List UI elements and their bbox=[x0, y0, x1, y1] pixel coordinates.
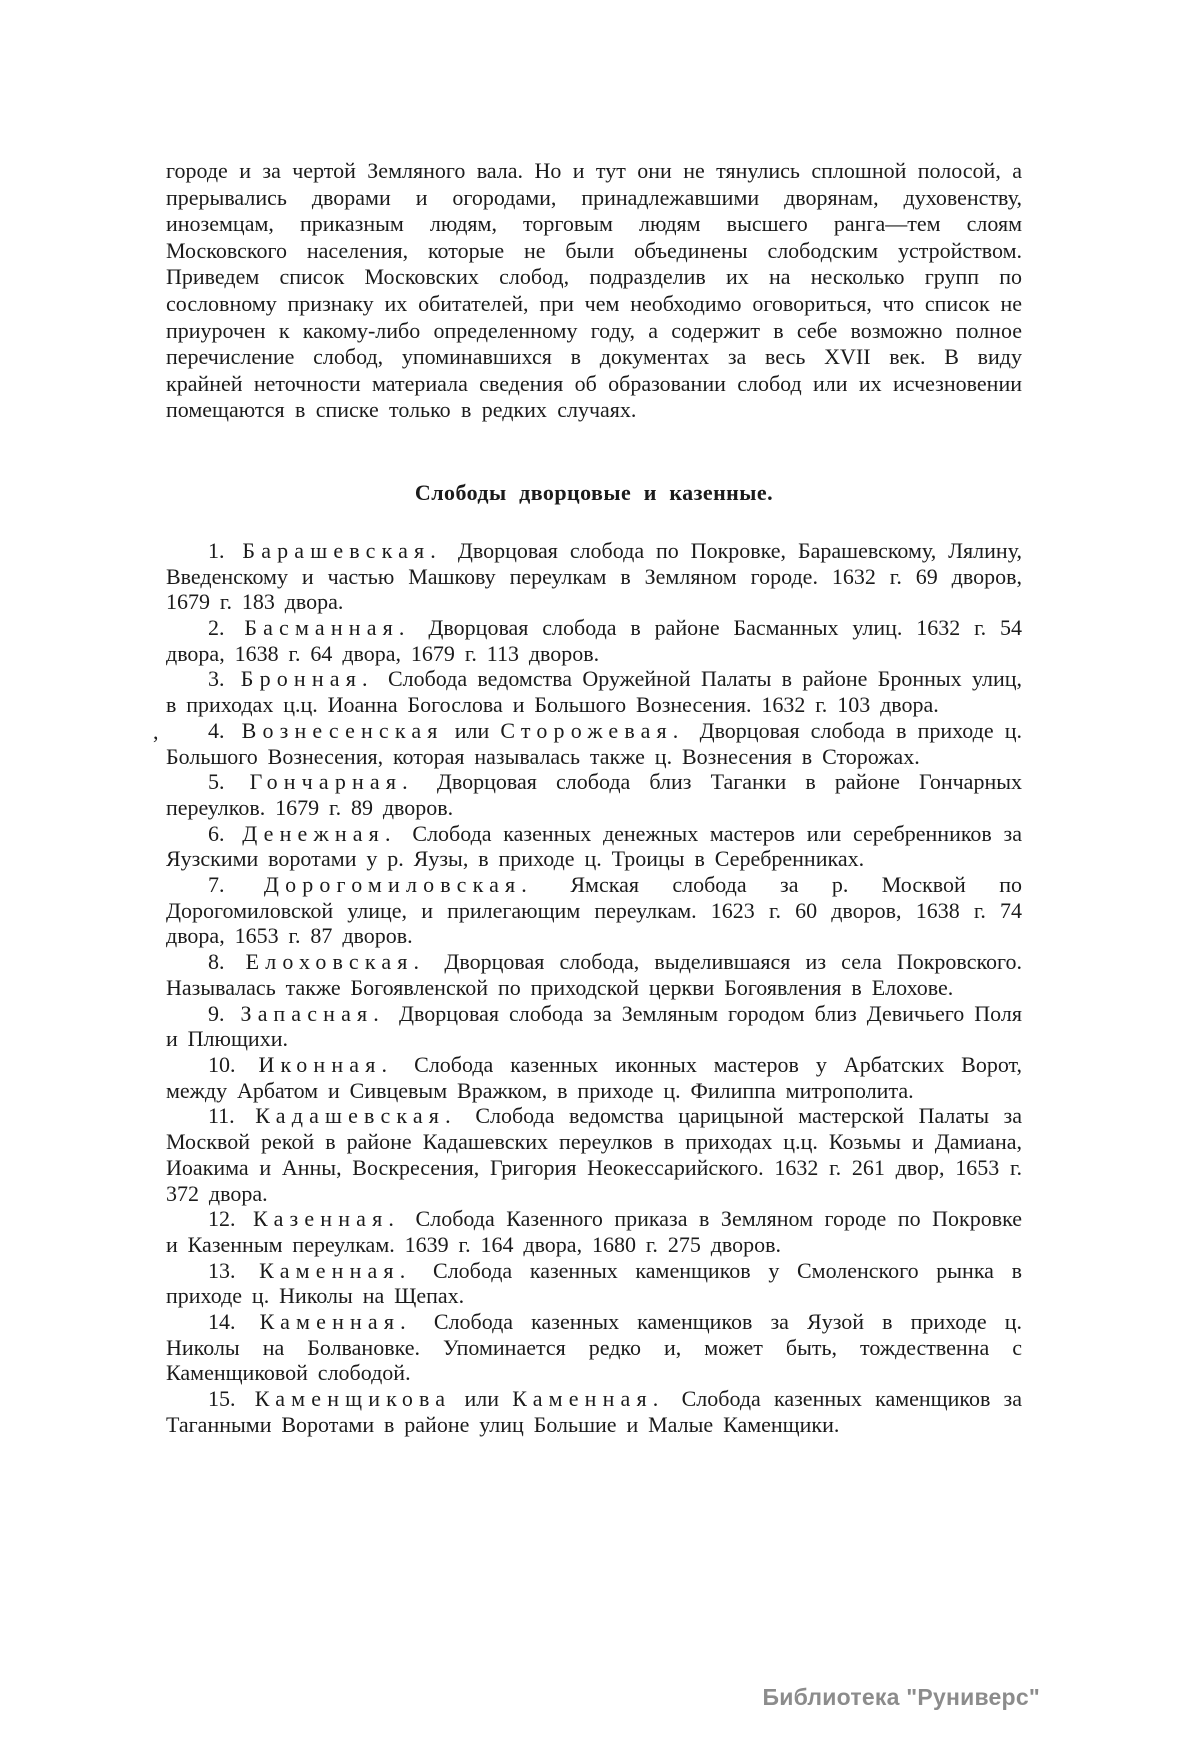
name-segment: Каменная. bbox=[259, 1257, 412, 1283]
sloboda-name bbox=[255, 1103, 457, 1128]
item-number: 3. bbox=[208, 666, 225, 692]
sloboda-name bbox=[258, 1052, 393, 1077]
sloboda-item bbox=[166, 821, 1022, 872]
item-text: Слобода казенных денежных мастеров или серебренников за Яузскими воротами у р. Яузы, в приходе ц. Троицы в Серебренниках. bbox=[166, 820, 1023, 872]
sloboda-list bbox=[153, 537, 1023, 1438]
name-segment: или bbox=[443, 717, 501, 743]
name-segment: Каменная. bbox=[259, 1309, 412, 1335]
item-text: Дворцовая слобода в районе Басманных улиц. 1632 г. 54 двора, 1638 г. 64 двора, 1679 г. 113 дворов. bbox=[166, 615, 1022, 666]
sloboda-name bbox=[264, 872, 533, 897]
sloboda-item bbox=[166, 1386, 1022, 1437]
item-number: 12. bbox=[208, 1206, 236, 1232]
item-text: Ямская слобода за р. Москвой по Дорогомиловской улице, и прилегающим переулкам. 1623 г. 60 дворов, 1638 г. 74 двора, 1653 г. 87 дворов. bbox=[166, 872, 1022, 949]
sloboda-name bbox=[260, 1309, 412, 1334]
item-text: Слобода ведомства царицыной мастерской Палаты за Москвой рекой в районе Кадашевских переулков в приходах ц.ц. Козьмы и Дамиана, Иоакима и Анны, Воскресения, Григория Неокессарийского. 1632 г. 261 двор, 1653 г. 372 двора. bbox=[166, 1103, 1022, 1206]
sloboda-item bbox=[166, 949, 1022, 1000]
sloboda-item bbox=[166, 769, 1022, 820]
sloboda-item bbox=[166, 1206, 1022, 1257]
item-number: 2. bbox=[208, 615, 225, 641]
name-segment: Сторожевая. bbox=[500, 717, 685, 743]
item-number: 4. bbox=[208, 717, 225, 743]
name-segment: Вознесенская bbox=[241, 717, 444, 743]
item-number: 8. bbox=[208, 949, 225, 975]
item-text: Дворцовая слобода за Земляным городом близ Девичьего Поля и Плющихи. bbox=[166, 1000, 1022, 1052]
sloboda-name bbox=[253, 1206, 400, 1231]
item-text: Слобода ведомства Оружейной Палаты в районе Бронных улиц, в приходах ц.ц. Иоанна Богослова и Большого Вознесения. 1632 г. 103 двора. bbox=[166, 666, 1023, 718]
item-text: Дворцовая слобода, выделившаяся из села Покровского. Называлась также Богоявленской по приходской церкви Богоявления в Елохове. bbox=[166, 949, 1022, 1000]
stray-comma-mark: , bbox=[153, 718, 159, 744]
intro-paragraph: городе и за чертой Земляного вала. Но и тут они не тянулись сплошной полосой, а прерывались дворами и огородами, принадлежавшими дворянам, духовенству, иноземцам, приказным людям, торговым людям высшего ранга—тем слоям Московского населения, которые не были объединены слободским устройством. Приведем список Московских слобод, подразделив их на несколько групп по сословному признаку их обитателей, при чем необходимо оговориться, что список не приурочен к какому-либо определенному году, а содержит в себе возможно полное перечисление слобод, упоминавшихся в документах за весь XVII век. В виду крайней неточности материала сведения об образовании слобод или их исчезновении помещаются в списке только в редких случаях. bbox=[166, 158, 1022, 423]
item-number: 1. bbox=[208, 537, 225, 563]
item-number: 10. bbox=[208, 1052, 236, 1077]
item-number: 14. bbox=[208, 1309, 236, 1335]
item-text: Слобода казенных каменщиков у Смоленского рынка в приходе ц. Николы на Щепах. bbox=[166, 1257, 1022, 1309]
name-segment: Елоховская. bbox=[245, 949, 426, 975]
item-number: 7. bbox=[208, 872, 225, 898]
item-text: Дворцовая слобода близ Таганки в районе Гончарных переулков. 1679 г. 89 дворов. bbox=[166, 769, 1023, 820]
library-watermark: Библиотека "Руниверс" bbox=[762, 1684, 1040, 1710]
sloboda-item bbox=[166, 1001, 1022, 1052]
sloboda-name bbox=[241, 1001, 385, 1026]
item-number: 5. bbox=[208, 769, 225, 795]
sloboda-name bbox=[246, 949, 426, 974]
item-number: 6. bbox=[208, 820, 225, 846]
sloboda-name bbox=[242, 538, 442, 563]
name-segment: Бронная. bbox=[240, 666, 374, 692]
sloboda-name bbox=[242, 821, 396, 846]
item-text: Слобода казенных иконных мастеров у Арбатских Ворот, между Арбатом и Сивцевым Вражком, в приходе ц. Филиппа митрополита. bbox=[166, 1052, 1023, 1103]
item-number: 11. bbox=[208, 1103, 235, 1129]
item-text: Слобода казенных каменщиков за Таганными Воротами в районе улиц Большие и Малые Каменщики. bbox=[166, 1386, 1023, 1437]
item-text: Слобода Казенного приказа в Земляном городе по Покровке и Казенным переулкам. 1639 г. 164 двора, 1680 г. 275 дворов. bbox=[166, 1206, 1023, 1257]
name-segment: Иконная. bbox=[258, 1052, 394, 1077]
sloboda-item bbox=[153, 717, 1022, 769]
item-text: Дворцовая слобода в приходе ц. Большого Вознесения, которая называлась также ц. Вознесения в Сторожах. bbox=[166, 717, 1022, 769]
name-segment: Дорогомиловская. bbox=[263, 872, 533, 898]
name-segment: Каменная. bbox=[512, 1386, 665, 1412]
sloboda-item bbox=[166, 615, 1022, 666]
name-segment: Запасная. bbox=[240, 1000, 385, 1026]
name-segment: Барашевская. bbox=[242, 537, 442, 563]
section-title: Слободы дворцовые и казенные. bbox=[414, 479, 774, 505]
name-segment: Каменщикова bbox=[254, 1386, 452, 1412]
item-number: 13. bbox=[208, 1257, 236, 1283]
name-segment: или bbox=[451, 1386, 513, 1412]
sloboda-item bbox=[166, 1103, 1022, 1206]
name-segment: Басманная. bbox=[244, 615, 411, 641]
item-text: Дворцовая слобода по Покровке, Барашевскому, Лялину, Введенскому и частью Машкову переулкам в Земляном городе. 1632 г. 69 дворов, 1679 г. 183 двора. bbox=[166, 537, 1023, 615]
name-segment: Казенная. bbox=[253, 1206, 401, 1232]
sloboda-name bbox=[250, 769, 414, 794]
sloboda-item bbox=[166, 538, 1022, 615]
item-number: 9. bbox=[208, 1000, 225, 1026]
name-segment: Кадашевская. bbox=[255, 1103, 457, 1129]
sloboda-item bbox=[166, 1052, 1022, 1103]
name-segment: Гончарная. bbox=[249, 769, 414, 795]
item-text: Слобода казенных каменщиков за Яузой в приходе ц. Николы на Болвановке. Упоминается редко и, может быть, тождественна с Каменщиковой слободой. bbox=[166, 1309, 1022, 1386]
sloboda-item bbox=[166, 1258, 1022, 1309]
sloboda-name bbox=[241, 666, 374, 691]
sloboda-item bbox=[166, 666, 1022, 717]
sloboda-name bbox=[244, 615, 410, 640]
sloboda-item bbox=[166, 872, 1022, 949]
sloboda-name bbox=[255, 1386, 665, 1411]
text-column bbox=[153, 158, 1023, 1438]
sloboda-name bbox=[242, 718, 685, 743]
name-segment: Денежная. bbox=[242, 820, 397, 846]
sloboda-name bbox=[259, 1258, 411, 1283]
item-number: 15. bbox=[208, 1386, 236, 1412]
sloboda-item bbox=[166, 1309, 1022, 1386]
